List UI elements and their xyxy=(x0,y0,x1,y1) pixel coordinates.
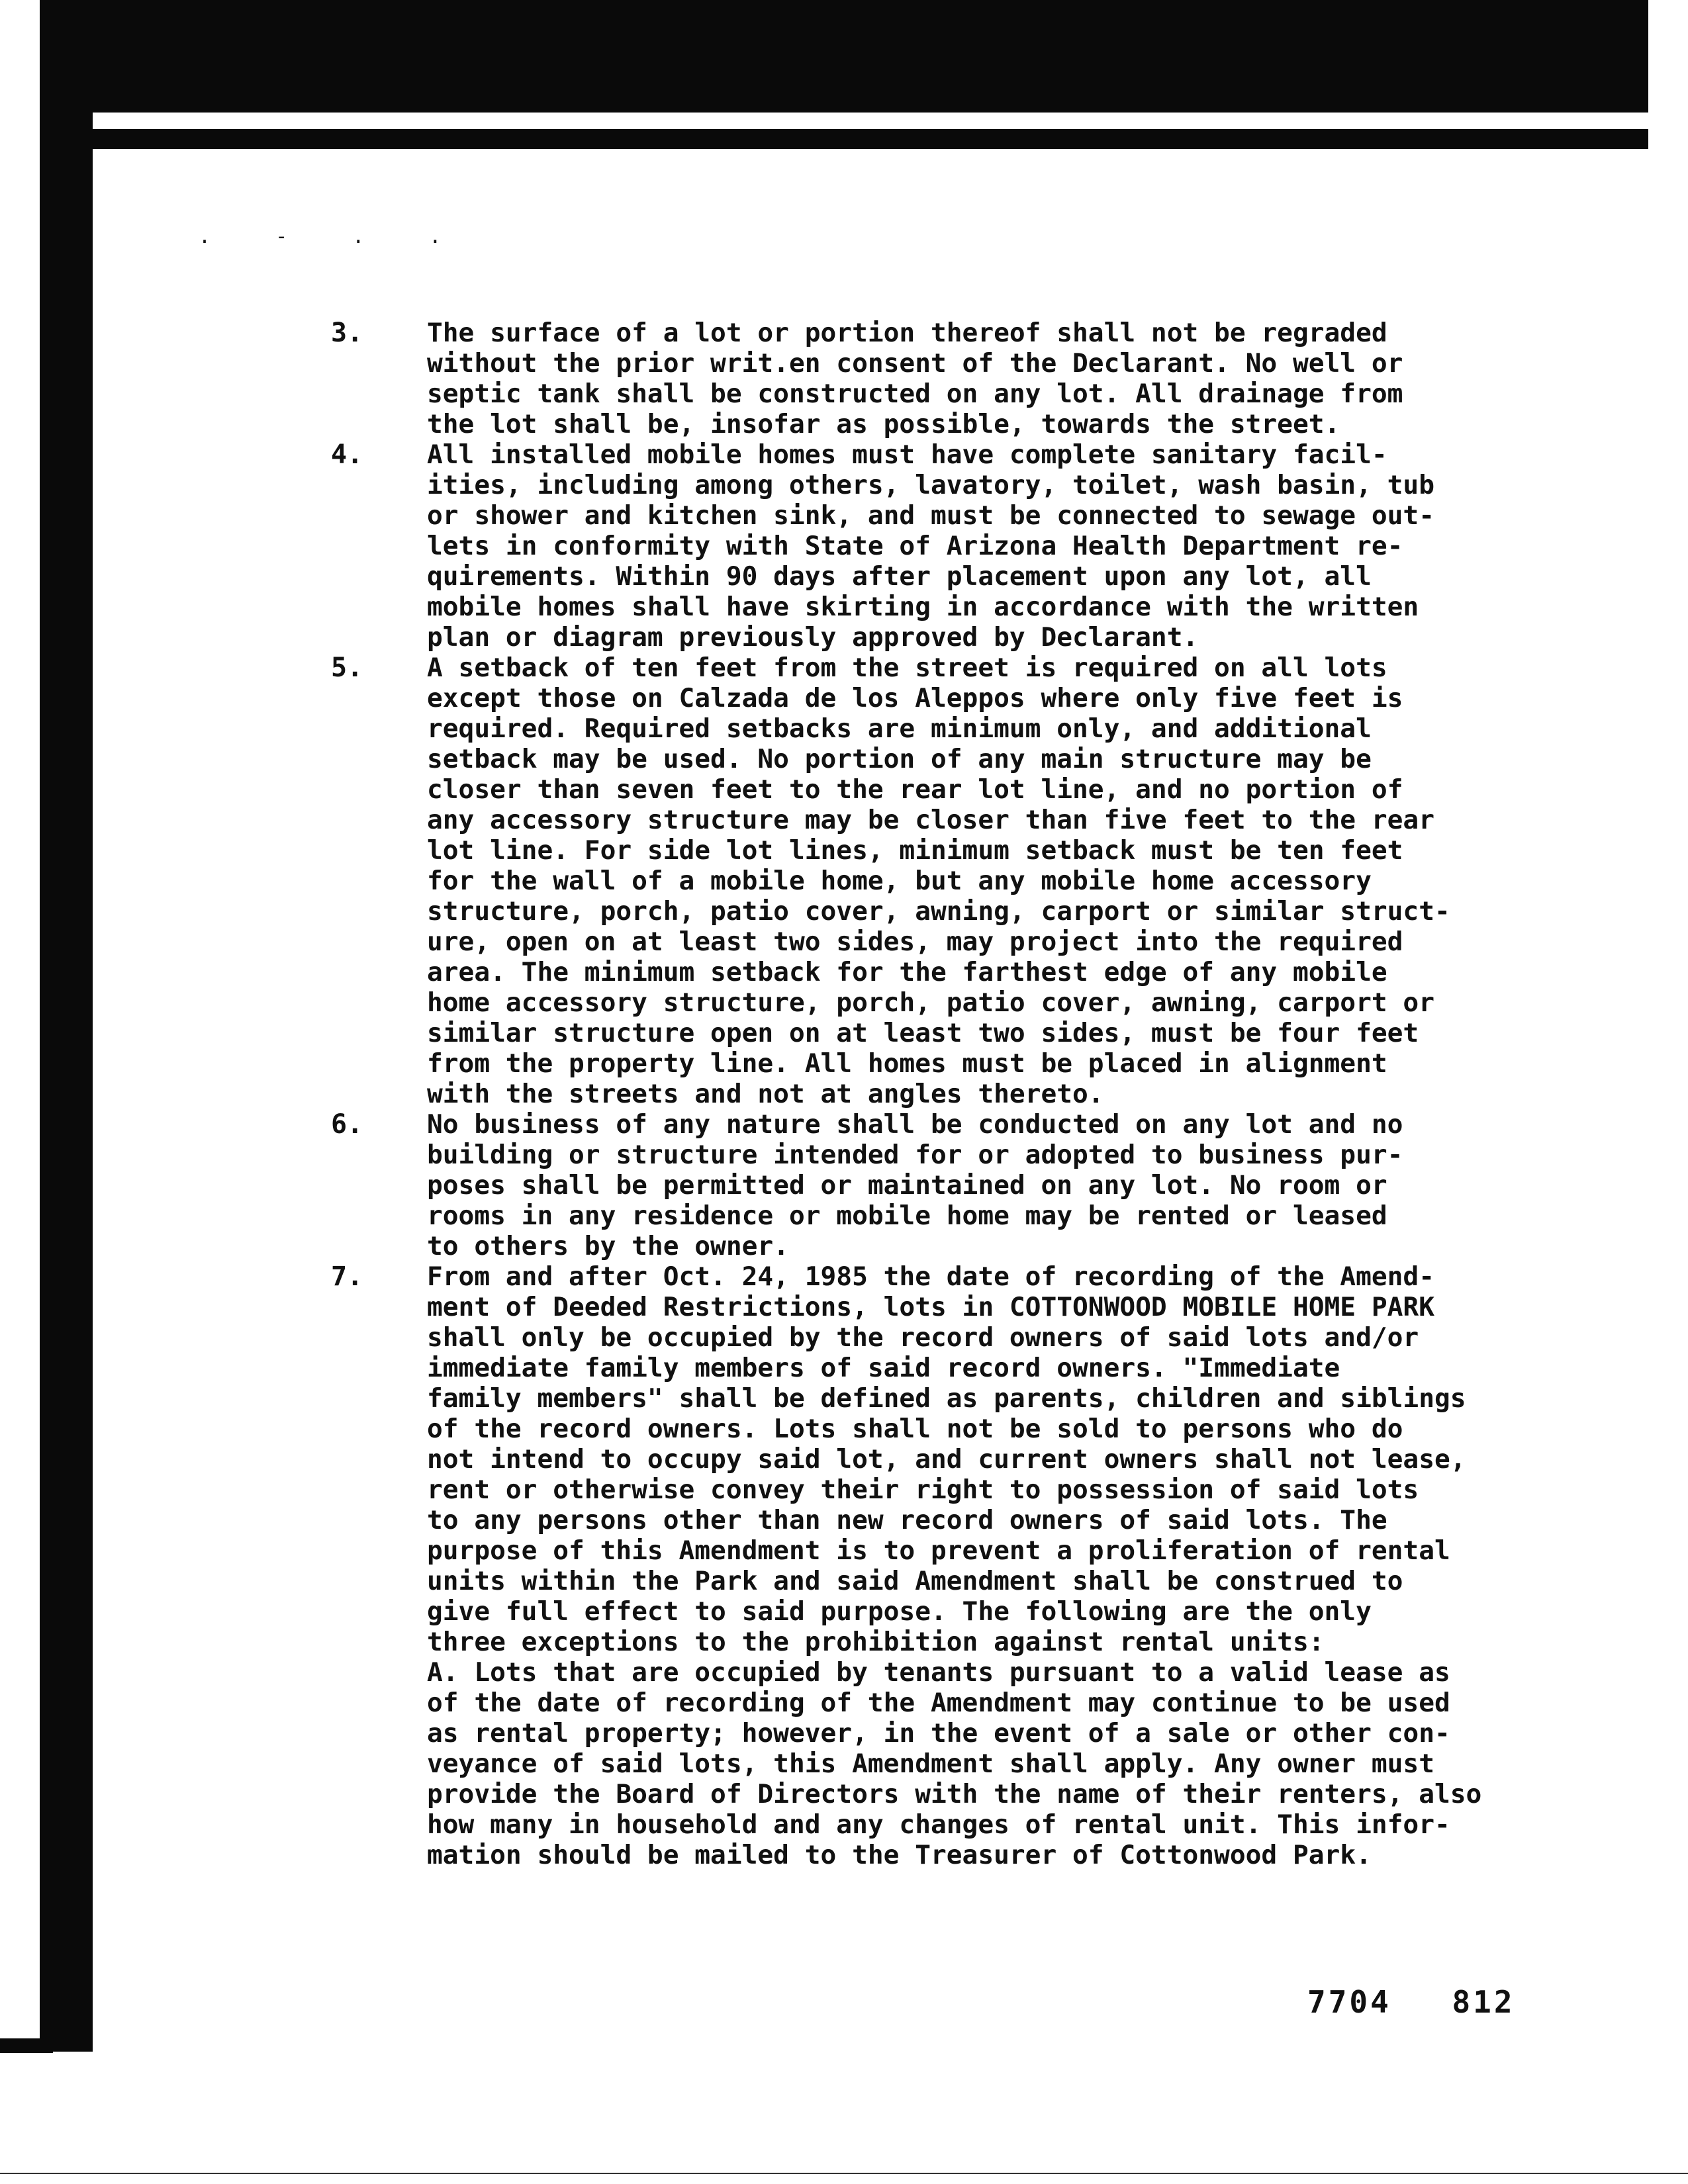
item-text: No business of any nature shall be conducted on any lot and no building or structure intended for or adopted to business pur- poses shall be permitted or maintained on any lot. No room or rooms in any residence or mobile home may be rented or leased to others by the owner. xyxy=(427,1109,1403,1261)
scan-specks: . - . . xyxy=(199,225,468,248)
restriction-item-4 xyxy=(331,439,1642,653)
item-text: From and after Oct. 24, 1985 the date of recording of the Amend- ment of Deeded Restrictions, lots in COTTONWOOD MOBILE HOME PARK shall only be occupied by the record owners of said lots and/or immediate family members of said record owners. "Immediate family members" shall be defined as parents, children and siblings of the record owners. Lots shall not be sold to persons who do not intend to occupy said lot, and current owners shall not lease, rent or otherwise convey their right to possession of said lots to any persons other than new record owners of said lots. The purpose of this Amendment is to prevent a proliferation of rental units within the Park and said Amendment shall be construed to give full effect to said purpose. The following are the only three exceptions to the prohibition against rental units: A. Lots that are occupied by tenants pursuant to a valid lease as of the date of recording of the Amendment may continue to be used as rental property; however, in the event of a sale or other con- veyance of said lots, this Amendment shall apply. Any owner must provide the Board of Directors with the name of their renters, also how many in household and any changes of rental unit. This infor- mation should be mailed to the Treasurer of Cottonwood Park. xyxy=(427,1261,1482,1870)
scan-bottom-edge xyxy=(0,2173,1688,2174)
recording-reference xyxy=(1307,1984,1515,2020)
scan-border-top-strip xyxy=(40,129,1648,149)
scan-border-bottom-mark xyxy=(0,2038,53,2053)
item-number: 7. xyxy=(331,1261,363,1292)
item-text: The surface of a lot or portion thereof shall not be regraded without the prior writ.en consent of the Declarant. No well or septic tank shall be constructed on any lot. All drainage from the lot shall be, insofar as possible, towards the street. xyxy=(427,318,1403,439)
item-number: 5. xyxy=(331,653,363,683)
item-number: 4. xyxy=(331,439,363,470)
restriction-item-7 xyxy=(331,1261,1642,1870)
restriction-item-3 xyxy=(331,318,1642,439)
document-body xyxy=(331,318,1642,1870)
scan-border-top xyxy=(40,0,1648,113)
item-number: 6. xyxy=(331,1109,363,1140)
item-text: All installed mobile homes must have complete sanitary facil- ities, including among others, lavatory, toilet, wash basin, tub or shower and kitchen sink, and must be connected to sewage out- lets in conformity with State of Arizona Health Department re- quirements. Within 90 days after placement upon any lot, all mobile homes shall have skirting in accordance with the written plan or diagram previously approved by Declarant. xyxy=(427,439,1434,653)
item-text: A setback of ten feet from the street is required on all lots except those on Calzada de los Aleppos where only five feet is required. Required setbacks are minimum only, and additional setback may be used. No portion of any main structure may be closer than seven feet to the rear lot line, and no portion of any accessory structure may be closer than five feet to the rear lot line. For side lot lines, minimum setback must be ten feet for the wall of a mobile home, but any mobile home accessory structure, porch, patio cover, awning, carport or similar struct- ure, open on at least two sides, may project into the required area. The minimum setback for the farthest edge of any mobile home accessory structure, porch, patio cover, awning, carport or similar structure open on at least two sides, must be four feet from the property line. All homes must be placed in alignment with the streets and not at angles thereto. xyxy=(427,653,1450,1109)
docket-number: 7704 xyxy=(1307,1984,1391,2020)
scan-border-left xyxy=(40,113,93,2052)
item-number: 3. xyxy=(331,318,363,348)
restriction-item-6 xyxy=(331,1109,1642,1261)
page-number: 812 xyxy=(1452,1984,1515,2020)
restriction-item-5 xyxy=(331,653,1642,1109)
